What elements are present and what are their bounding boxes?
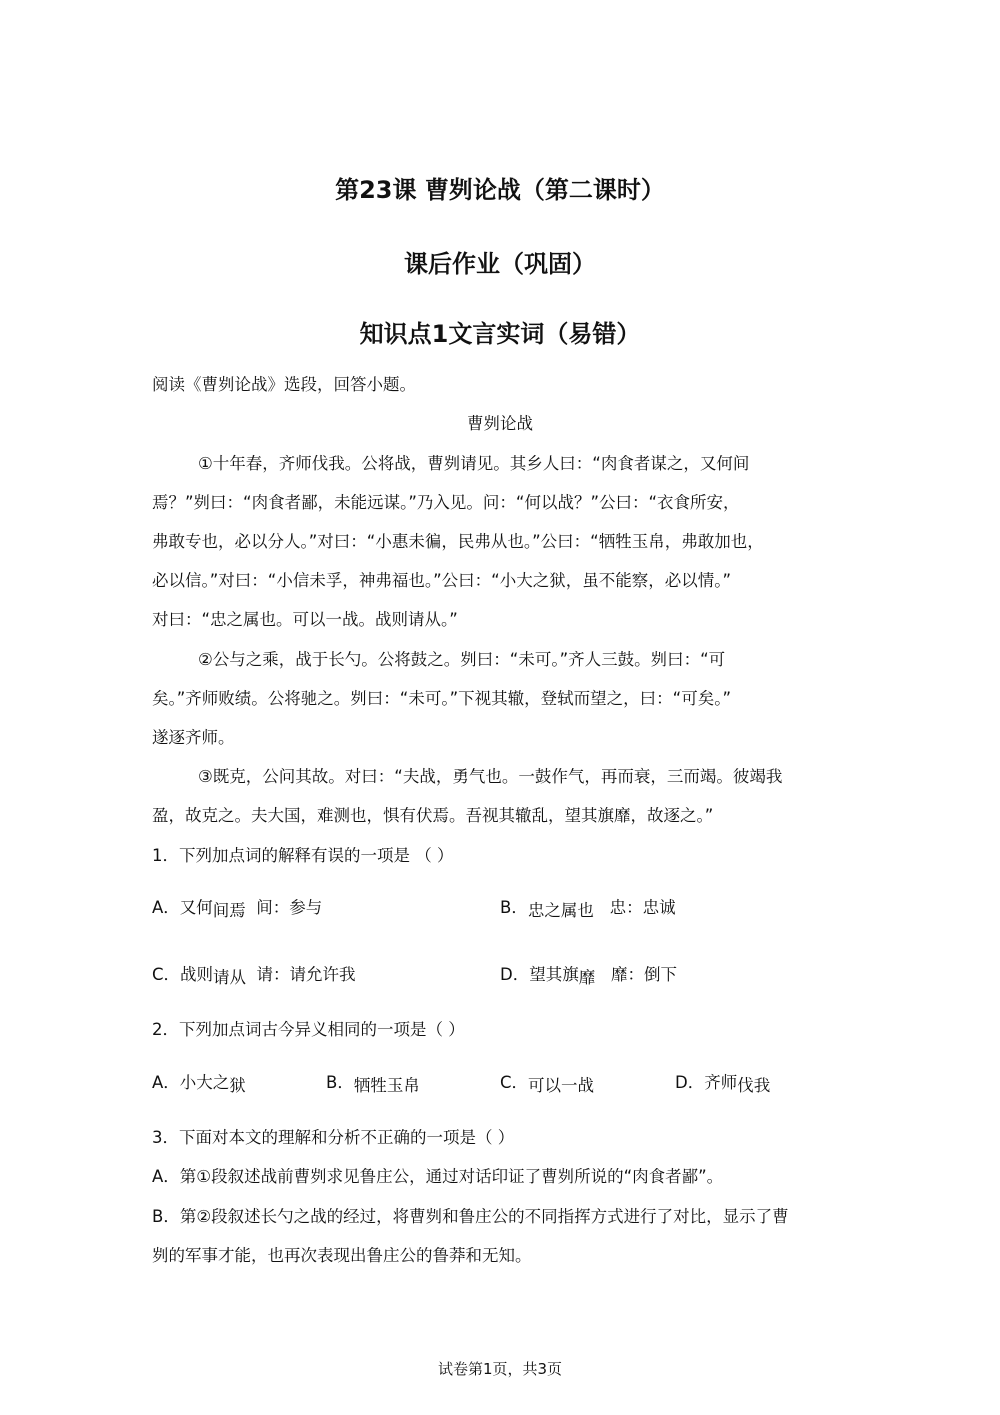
option-label: C．: [152, 965, 181, 984]
option-text: 望其旗: [529, 965, 579, 984]
option-dotted-word: 伐我: [737, 1076, 771, 1095]
option-note: 靡：倒下: [610, 965, 677, 984]
passage-title: 曹刿论战: [467, 414, 533, 433]
option-label: B．: [500, 898, 528, 917]
passage-line: ②公与之乘，战于长勺。公将鼓之。刿曰：“未可。”齐人三鼓。刿曰：“可: [198, 650, 726, 669]
option-dotted-word: 忠之属也: [527, 901, 594, 920]
question-3-stem: 3．下面对本文的理解和分析不正确的一项是（ ）: [152, 1128, 515, 1147]
option-dotted-word: 可以一战: [528, 1076, 595, 1095]
option-note: 间：参与: [256, 898, 323, 917]
option-text: 齐师: [704, 1073, 738, 1092]
option-label: A．: [152, 898, 180, 917]
option-label: D．: [675, 1073, 705, 1092]
passage-line: 对曰：“忠之属也。可以一战。战则请从。”: [152, 610, 458, 629]
option-note: 请：请允许我: [256, 965, 356, 984]
option-label: C．: [500, 1073, 529, 1092]
option-label: B．: [326, 1073, 354, 1092]
passage-line: ③既克，公问其故。对曰：“夫战，勇气也。一鼓作气，再而衰，三而竭。彼竭我: [198, 767, 783, 786]
question-3-option-a: A．第①段叙述战前曹刿求见鲁庄公，通过对话印证了曹刿所说的“肉食者鄙”。: [152, 1167, 724, 1186]
question-2-option-b: [326, 1073, 420, 1093]
question-2-option-a: [152, 1073, 246, 1093]
passage-line: 必以信。”对曰：“小信未孚，神弗福也。”公曰：“小大之狱，虽不能察，必以情。”: [152, 571, 731, 590]
question-2-option-c: [500, 1073, 594, 1093]
option-label: D．: [500, 965, 530, 984]
passage-line: ①十年春，齐师伐我。公将战，曹刿请见。其乡人曰：“肉食者谋之，又何间: [198, 454, 750, 473]
question-3-option-b-continued: 刿的军事才能，也再次表现出鲁庄公的鲁莽和无知。: [152, 1246, 532, 1265]
option-note: 忠：忠诚: [609, 898, 676, 917]
option-label: A．: [152, 1073, 180, 1092]
page-subtitle: 课后作业（巩固）: [404, 250, 596, 278]
section-heading: 知识点1文言实词（易错）: [359, 320, 641, 348]
option-dotted-word: 牺牲玉帛: [353, 1076, 420, 1095]
option-text: 战则: [180, 965, 214, 984]
passage-line: 焉？”刿曰：“肉食者鄙，未能远谋。”乃入见。问：“何以战？”公曰：“衣食所安，: [152, 493, 740, 512]
option-text: 小大之: [179, 1073, 230, 1092]
page-title: 第23课 曹刿论战（第二课时）: [335, 176, 665, 204]
option-dotted-word: 靡: [578, 968, 596, 987]
question-2-stem: 2．下列加点词古今异义相同的一项是（ ）: [152, 1020, 465, 1039]
option-dotted-word: 狱: [229, 1076, 246, 1095]
passage-line: 矣。”齐师败绩。公将驰之。刿曰：“未可。”下视其辙，登轼而望之，曰：“可矣。”: [152, 689, 731, 708]
question-3-option-b: B．第②段叙述长勺之战的经过，将曹刿和鲁庄公的不同指挥方式进行了对比，显示了曹: [152, 1207, 789, 1226]
question-1-option-a: [152, 898, 322, 918]
passage-line: 遂逐齐师。: [152, 728, 235, 747]
question-1-option-d: [500, 965, 677, 985]
question-2-option-d: [675, 1073, 770, 1093]
passage-line: 弗敢专也，必以分人。”对曰：“小惠未徧，民弗从也。”公曰：“牺牲玉帛，弗敢加也，: [152, 532, 764, 551]
question-1-option-b: [500, 898, 676, 918]
page-footer: 试卷第1页，共3页: [437, 1360, 563, 1378]
instruction: 阅读《曹刿论战》选段，回答小题。: [152, 375, 416, 394]
option-dotted-word: 请从: [213, 968, 247, 987]
passage-line: 盈，故克之。夫大国，难测也，惧有伏焉。吾视其辙乱，望其旗靡，故逐之。”: [152, 806, 714, 825]
option-dotted-word: 间焉: [212, 901, 246, 920]
option-text: 又何: [179, 898, 213, 917]
question-1-option-c: [152, 965, 356, 985]
question-1-stem: 1．下列加点词的解释有误的一项是 （ ）: [152, 846, 454, 865]
